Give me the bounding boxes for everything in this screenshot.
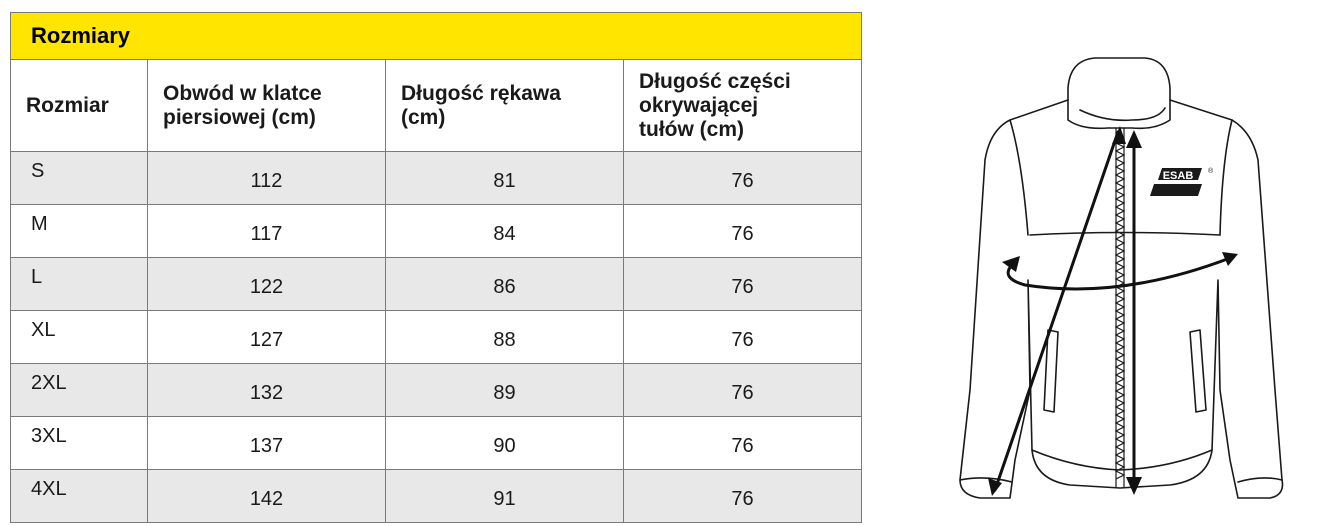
sleeve-cell: 88 xyxy=(386,311,624,364)
jacket-pocket-right xyxy=(1190,330,1206,412)
esab-registered-mark: ® xyxy=(1208,168,1214,175)
sleeve-cell: 84 xyxy=(386,205,624,258)
table-row xyxy=(11,417,862,470)
chest-cell: 127 xyxy=(148,311,386,364)
sleeve-measure-arrow xyxy=(995,132,1118,490)
chest-measure-arrow xyxy=(1008,258,1230,289)
sleeve-cell: 91 xyxy=(386,470,624,523)
sleeve-cell: 86 xyxy=(386,258,624,311)
chest-cell: 142 xyxy=(148,470,386,523)
jacket-cuff-left xyxy=(960,478,1012,482)
table-row xyxy=(11,311,862,364)
header-sleeve xyxy=(386,60,624,152)
jacket-yoke-seam xyxy=(1030,233,1220,236)
chest-cell: 117 xyxy=(148,205,386,258)
header-size xyxy=(11,60,148,152)
chest-cell: 122 xyxy=(148,258,386,311)
header-sleeve-line-2: (cm) xyxy=(401,105,446,129)
table-row xyxy=(11,364,862,417)
header-torso-line-2: okrywającej xyxy=(639,93,759,117)
table-title-row xyxy=(11,13,862,60)
torso-arrowhead-top xyxy=(1126,130,1142,148)
torso-cell: 76 xyxy=(624,205,862,258)
size-cell: S xyxy=(11,152,148,205)
torso-cell: 76 xyxy=(624,364,862,417)
jacket-zipper-teeth xyxy=(1116,135,1124,479)
torso-cell: 76 xyxy=(624,258,862,311)
torso-cell: 76 xyxy=(624,152,862,205)
jacket-diagram xyxy=(940,40,1310,520)
jacket-collar xyxy=(1068,58,1170,128)
esab-logo xyxy=(1150,167,1214,196)
table-row xyxy=(11,470,862,523)
chest-cell: 137 xyxy=(148,417,386,470)
sleeve-cell: 89 xyxy=(386,364,624,417)
size-cell: M xyxy=(11,205,148,258)
table-row xyxy=(11,152,862,205)
torso-cell: 76 xyxy=(624,470,862,523)
jacket-body-outline xyxy=(960,100,1283,498)
torso-arrowhead-bottom xyxy=(1126,477,1142,495)
chest-cell: 132 xyxy=(148,364,386,417)
table-header-row xyxy=(11,60,862,152)
size-table xyxy=(10,12,862,523)
table-row xyxy=(11,258,862,311)
header-sleeve-line-1: Długość rękawa xyxy=(401,81,561,105)
header-chest-line-1: Obwód w klatce xyxy=(163,81,322,105)
size-cell: 4XL xyxy=(11,470,148,523)
sleeve-cell: 90 xyxy=(386,417,624,470)
table-row xyxy=(11,205,862,258)
jacket-shoulder-right xyxy=(1220,120,1232,235)
jacket-cuff-right xyxy=(1238,478,1282,482)
jacket-collar-inner xyxy=(1080,108,1165,120)
header-chest xyxy=(148,60,386,152)
torso-cell: 76 xyxy=(624,417,862,470)
chest-arrowhead-left xyxy=(1002,256,1020,272)
torso-cell: 76 xyxy=(624,311,862,364)
header-torso xyxy=(624,60,862,152)
size-cell: XL xyxy=(11,311,148,364)
chest-cell: 112 xyxy=(148,152,386,205)
size-cell: 3XL xyxy=(11,417,148,470)
sleeve-arrowhead-bottom xyxy=(988,478,1002,496)
esab-logo-text: ESAB xyxy=(1162,170,1194,182)
header-torso-line-1: Długość części xyxy=(639,69,791,93)
header-torso-line-3: tułów (cm) xyxy=(639,117,744,141)
size-cell: L xyxy=(11,258,148,311)
header-chest-line-2: piersiowej (cm) xyxy=(163,105,316,129)
sleeve-cell: 81 xyxy=(386,152,624,205)
jacket-shoulder-left xyxy=(1010,120,1028,235)
size-cell: 2XL xyxy=(11,364,148,417)
table-title: Rozmiary xyxy=(11,13,862,60)
header-size-line-1: Rozmiar xyxy=(26,93,109,117)
